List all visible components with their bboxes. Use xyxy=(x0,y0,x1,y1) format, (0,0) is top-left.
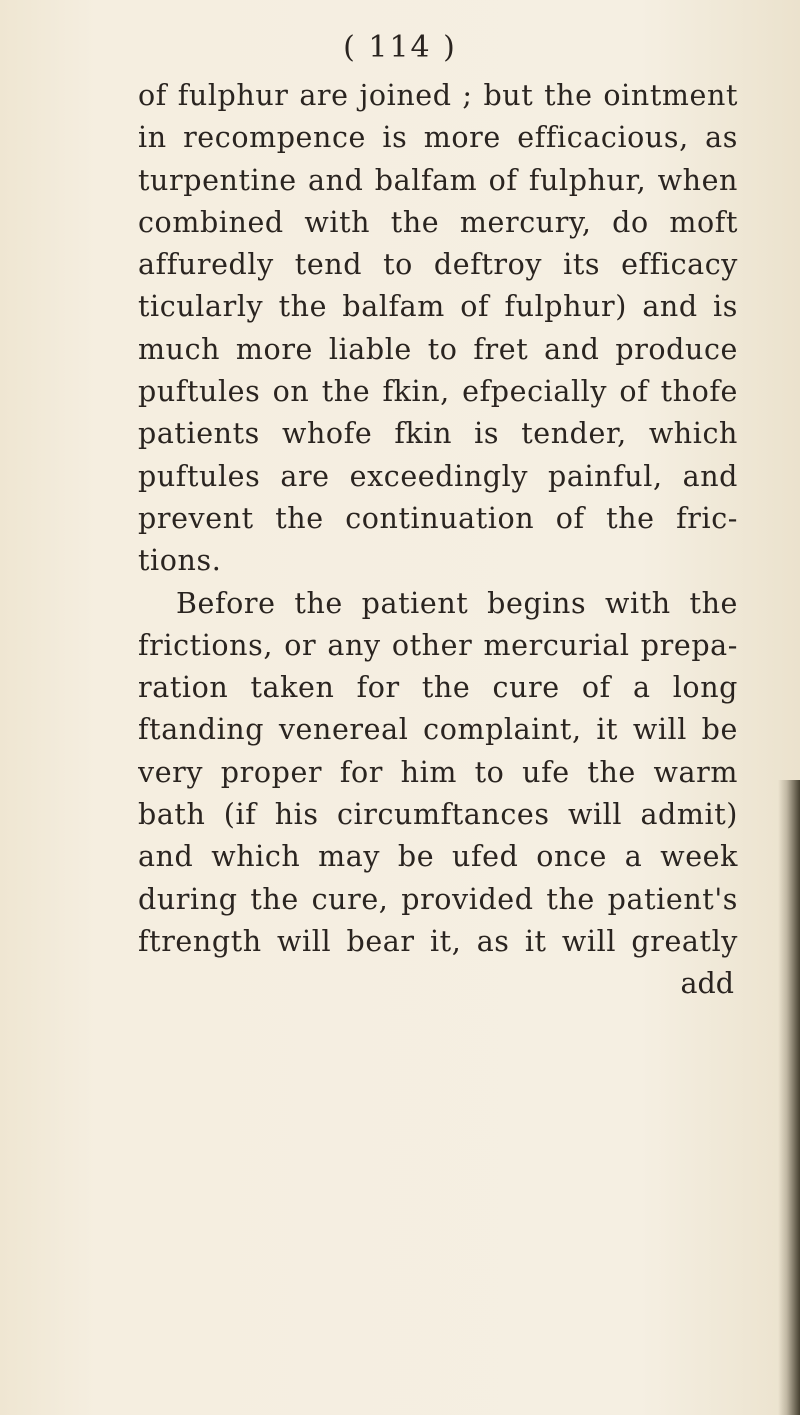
text-line: affuredly tend to deftroy its efficacy xyxy=(138,248,738,282)
text-line: ftrength will bear it, as it will greatly xyxy=(138,924,738,958)
text-line: puftules on the fkin, efpecially of thofe xyxy=(138,375,738,409)
text-line: patients whofe fkin is tender, which xyxy=(138,417,738,451)
text-line: prevent the continuation of the fric- xyxy=(138,501,738,535)
body-text xyxy=(138,75,738,1006)
text-line: ftanding venereal complaint, it will be xyxy=(138,713,738,747)
text-line: puftules are exceedingly painful, and xyxy=(138,459,738,493)
catchword: add xyxy=(680,967,734,1001)
text-line: ration taken for the cure of a long xyxy=(138,671,738,705)
text-line: in recompence is more efficacious, as xyxy=(138,121,738,155)
text-line: tions. xyxy=(138,544,222,578)
text-line: very proper for him to ufe the warm xyxy=(138,755,738,789)
text-line: during the cure, provided the patient's xyxy=(138,882,738,916)
text-line: of fulphur are joined ; but the ointment xyxy=(138,79,738,112)
text-line: much more liable to fret and produce xyxy=(138,332,738,366)
text-line: turpentine and balfam of fulphur, when xyxy=(138,163,738,197)
page-number: ( 114 ) xyxy=(343,30,457,65)
text-line: frictions, or any other mercurial prepa- xyxy=(138,628,738,662)
text-line: and which may be ufed once a week xyxy=(138,840,738,874)
text-line: bath (if his circumftances will admit) xyxy=(138,798,738,832)
page-edge-shadow xyxy=(778,780,800,1415)
text-line: combined with the mercury, do moft xyxy=(138,205,738,239)
text-line: ticularly the balfam of fulphur) and is xyxy=(138,290,738,324)
paragraph-start-line: Before the patient begins with the xyxy=(176,586,738,620)
